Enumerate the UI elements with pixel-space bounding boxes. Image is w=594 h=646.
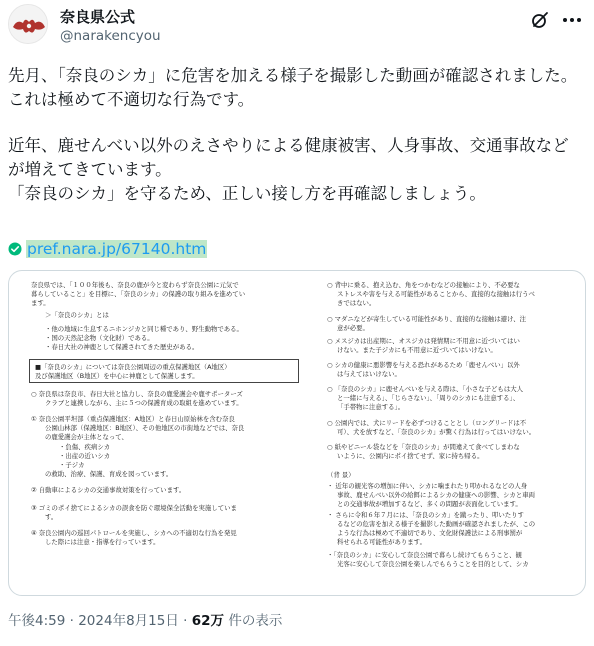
document-text-line: ストレスや害を与える可能性があることから、直接的な接触は行うべ: [337, 290, 535, 298]
meta-separator: ·: [183, 613, 188, 629]
document-text-line: ④ 奈良公園内の巡回パトロールを実施し、シカへの不適切な行為を発見: [31, 529, 237, 537]
tweet-meta: [8, 609, 282, 629]
document-text-line: ・負傷、疾病シカ: [59, 443, 111, 451]
document-text-line: ・ 近年の観光客の増加に伴い、シカに噛まれたり叩かれるなどの人身: [327, 482, 528, 490]
tweet-time[interactable]: 午後4:59: [8, 613, 66, 629]
document-text-line: ③ ゴミのポイ捨てによるシカの誤食を防ぐ環境保全活動を実施していま: [31, 504, 237, 512]
tweet-line: 「奈良のシカ」を守るため、正しい接し方を再確認しましょう。: [8, 184, 486, 203]
document-text-line: ○ マダニなどが寄生している可能性があり、直接的な接触は避け、注: [327, 315, 527, 323]
document-text-line: ・国の天然記念物（文化財）である。: [45, 334, 154, 342]
document-text-line: ○ 紙やビニール袋などを「奈良のシカ」が間違えて食べてしまわな: [327, 443, 520, 451]
document-text-line: は与えてはいけない。: [337, 370, 401, 378]
document-text-line: 可）、犬を放すなど、「奈良のシカ」が驚く行為は行ってはいけない。: [337, 428, 536, 436]
document-text-line: との交通事故が増加するなど、多くの問題が表面化しています。: [337, 500, 522, 508]
document-text-line: ・春日大社の神鹿として保護されてきた歴史がある。: [45, 343, 199, 351]
tweet-link-row: [8, 238, 207, 260]
document-text-line: 意が必要。: [337, 324, 369, 332]
document-text-line: 暮らしていること」を目標に、「奈良のシカ」の保護の取り組みを進めてい: [31, 290, 246, 298]
author-name[interactable]: 奈良県公式: [60, 8, 136, 26]
document-text-line: けない。また子ジカにも不用意に近づいてはいけない。: [337, 346, 497, 354]
document-text-line: ○ メスジカは出産期に、オスジカは発情期に不用意に近づいてはい: [327, 337, 520, 345]
document-text-line: ○ 背中に乗る、抱え込む、角をつかむなどの接触により、不必要な: [327, 281, 520, 289]
document-text-line: と一緒に与える」、「じらさない」、「周りのシカにも注意する」、: [337, 394, 520, 402]
document-text-line: （背 景）: [327, 471, 355, 479]
document-image: [9, 271, 586, 596]
check-circle-icon: [8, 242, 22, 256]
document-text-line: ・他の地域に生息するニホンジカと同じ種であり、野生動物である。: [45, 325, 243, 333]
document-text-line: 公園山林部（保護地区：B地区）、その他地区の市街地などでは、奈良: [45, 424, 245, 432]
author-handle[interactable]: @narakencyou: [60, 28, 161, 44]
document-text-line: ＞「奈良のシカ」とは: [45, 311, 109, 319]
views-label: 件の表示: [228, 613, 283, 629]
views-count: 62万: [191, 613, 225, 629]
document-text-line: 科せられる可能性があります。: [337, 538, 426, 546]
document-text-line: クラブと連携しながら、主に５つの保護育成の取組を進めています。: [45, 399, 243, 407]
meta-separator: ·: [69, 613, 74, 629]
document-text-line: 「手帯物に注意する」。: [337, 403, 405, 411]
document-text-line: 及び保護地区（B地区）を中心に神鹿として保護します。: [35, 372, 199, 380]
document-text-line: の救助、治療、保護、育成を図っています。: [45, 470, 173, 478]
document-text-line: した際には注意・指導を行っています。: [45, 538, 160, 546]
tweet-line: これは極めて不適切な行為です。: [8, 90, 255, 109]
document-text-line: ○ シカの健康に悪影響を与える恐れがあるため「鹿せんべい」以外: [327, 361, 520, 369]
document-text-line: す。: [45, 513, 58, 521]
document-text-line: ・出産の近いシカ: [59, 452, 111, 460]
document-text-line: ■「奈良のシカ」については奈良公園周辺の重点保護地区（A地区）: [35, 363, 231, 371]
document-text-line: の鹿愛護会が主体となって、: [45, 433, 128, 441]
document-text-line: ① 奈良公園平坦部（重点保護地区：A地区）と春日山原始林を含む奈良: [31, 415, 235, 423]
tweet-header: [8, 4, 586, 52]
tweet-link[interactable]: pref.nara.jp/67140.htm: [27, 240, 207, 258]
document-text-line: 奈良県では、「１００年後も、奈良の鹿が今と変わらず奈良公園に元気で: [31, 281, 239, 289]
document-text-line: 光客に安心して奈良公園を楽しんでもらうことを目的として、シカ: [337, 560, 529, 568]
attached-image[interactable]: [8, 270, 586, 596]
document-text-line: ・「奈良のシカ」に安心して奈良公園で暮らし続けてもらうこと、観: [327, 551, 522, 559]
document-text-line: ○ 公園内では、犬にリードを必ずつけることとし（ロングリードは不: [327, 419, 527, 427]
document-text-line: 事故、鹿せんべい以外の給餌によるシカの健康への影響、シカと車両: [337, 491, 535, 499]
document-text-line: ・子ジカ: [59, 461, 85, 469]
document-text-line: きではない。: [337, 299, 376, 307]
nara-crest-logo: [9, 5, 48, 44]
document-text-line: ような行為は極めて不適切であり、文化財保護法による刑事罰が: [337, 529, 523, 537]
document-text-line: ② 自動車によるシカの交通事故対策を行っています。: [31, 486, 186, 494]
document-text-line: ○ 奈良県は奈良市、春日大社と協力し、奈良の鹿愛護会や鹿サポーターズ: [31, 390, 243, 398]
tweet-line: 近年、鹿せんべい以外のえさやりによる健康被害、人身事故、交通事故などが増えてきています。: [8, 136, 569, 179]
document-text-line: ます。: [31, 299, 50, 307]
document-text-line: ○ 「奈良のシカ」に鹿せんべいを与える際は、「小さな子どもは大人: [327, 385, 523, 393]
document-text-line: いように、公園内にポイ捨てせず、家に持ち帰る。: [337, 452, 484, 460]
tweet-date[interactable]: 2024年8月15日: [78, 613, 179, 629]
document-text-line: ・ さらに令和６年７月には、「奈良のシカ」を蹴ったり、叩いたりす: [327, 511, 524, 519]
document-text-line: るなどの危害を加える様子を撮影した動画が確認されましたが、この: [337, 520, 536, 528]
document-frame-box: [29, 359, 299, 383]
tweet-text: [8, 64, 580, 206]
grok-icon[interactable]: [530, 10, 550, 30]
more-options-icon[interactable]: [560, 10, 584, 30]
tweet-line: 先月、「奈良のシカ」に危害を加える様子を撮影した動画が確認されました。: [8, 66, 578, 85]
avatar[interactable]: [8, 4, 48, 44]
